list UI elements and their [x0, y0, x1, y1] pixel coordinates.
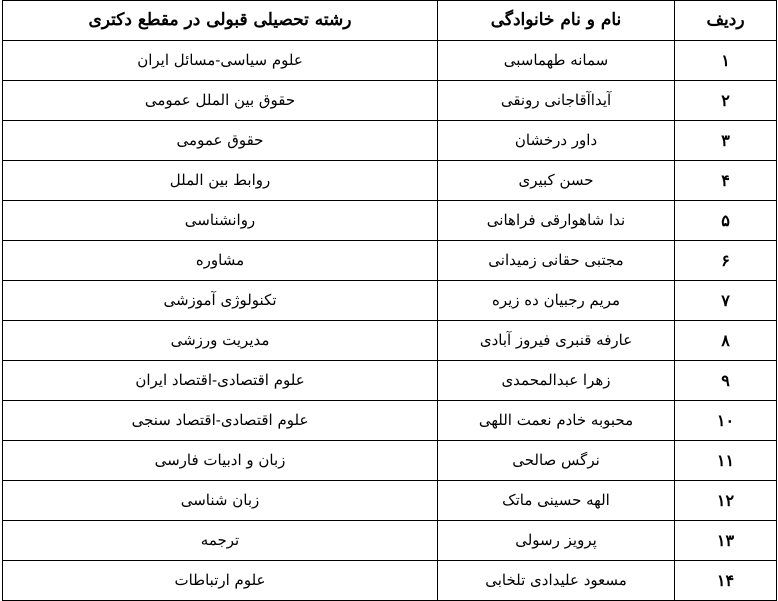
- row-number-cell: ۱۲: [675, 481, 777, 521]
- row-number-cell: ۳: [675, 121, 777, 161]
- row-number-cell: ۱: [675, 41, 777, 81]
- table-row: [3, 81, 777, 121]
- table-row: [3, 401, 777, 441]
- full-name-cell: پرویز رسولی: [438, 521, 675, 561]
- header-row: [3, 1, 777, 41]
- row-number-cell: ۷: [675, 281, 777, 321]
- table-row: [3, 161, 777, 201]
- table-row: [3, 201, 777, 241]
- table-row: [3, 521, 777, 561]
- full-name-cell: حسن کبیری: [438, 161, 675, 201]
- table-row: [3, 321, 777, 361]
- full-name-cell: داور درخشان: [438, 121, 675, 161]
- table-row: [3, 361, 777, 401]
- field-of-study-cell: مشاوره: [3, 241, 438, 281]
- table-row: [3, 561, 777, 601]
- row-number-cell: ۱۰: [675, 401, 777, 441]
- full-name-cell: سمانه طهماسبی: [438, 41, 675, 81]
- field-of-study-cell: علوم اقتصادی-اقتصاد ایران: [3, 361, 438, 401]
- field-of-study-cell: مدیریت ورزشی: [3, 321, 438, 361]
- table-row: [3, 41, 777, 81]
- full-name-cell: مریم رجبیان ده زیره: [438, 281, 675, 321]
- full-name-cell: الهه حسینی ماتک: [438, 481, 675, 521]
- row-number-cell: ۶: [675, 241, 777, 281]
- full-name-cell: مجتبی حقانی زمیدانی: [438, 241, 675, 281]
- header-row-number: ردیف: [675, 1, 777, 41]
- row-number-cell: ۵: [675, 201, 777, 241]
- full-name-cell: عارفه قنبری فیروز آبادی: [438, 321, 675, 361]
- header-field-of-study: رشته تحصیلی قبولی در مقطع دکتری: [3, 1, 438, 41]
- field-of-study-cell: روانشناسی: [3, 201, 438, 241]
- table-row: [3, 441, 777, 481]
- field-of-study-cell: تکنولوژی آموزشی: [3, 281, 438, 321]
- field-of-study-cell: زبان شناسی: [3, 481, 438, 521]
- row-number-cell: ۸: [675, 321, 777, 361]
- field-of-study-cell: زبان و ادبیات فارسی: [3, 441, 438, 481]
- field-of-study-cell: ترجمه: [3, 521, 438, 561]
- full-name-cell: زهرا عبدالمحمدی: [438, 361, 675, 401]
- table-row: [3, 281, 777, 321]
- row-number-cell: ۱۱: [675, 441, 777, 481]
- row-number-cell: ۴: [675, 161, 777, 201]
- full-name-cell: محبوبه خادم نعمت اللهی: [438, 401, 675, 441]
- field-of-study-cell: روابط بین الملل: [3, 161, 438, 201]
- full-name-cell: آیداآقاجانی رونقی: [438, 81, 675, 121]
- row-number-cell: ۲: [675, 81, 777, 121]
- row-number-cell: ۱۴: [675, 561, 777, 601]
- full-name-cell: ندا شاهوارقی فراهانی: [438, 201, 675, 241]
- row-number-cell: ۹: [675, 361, 777, 401]
- field-of-study-cell: علوم سیاسی-مسائل ایران: [3, 41, 438, 81]
- admissions-table-container: [2, 0, 776, 594]
- field-of-study-cell: حقوق بین الملل عمومی: [3, 81, 438, 121]
- table-row: [3, 121, 777, 161]
- full-name-cell: مسعود علیدادی تلخابی: [438, 561, 675, 601]
- field-of-study-cell: حقوق عمومی: [3, 121, 438, 161]
- field-of-study-cell: علوم اقتصادی-اقتصاد سنجی: [3, 401, 438, 441]
- field-of-study-cell: علوم ارتباطات: [3, 561, 438, 601]
- full-name-cell: نرگس صالحی: [438, 441, 675, 481]
- row-number-cell: ۱۳: [675, 521, 777, 561]
- table-row: [3, 481, 777, 521]
- header-full-name: نام و نام خانوادگی: [438, 1, 675, 41]
- phd-admissions-table: [2, 0, 777, 601]
- table-row: [3, 241, 777, 281]
